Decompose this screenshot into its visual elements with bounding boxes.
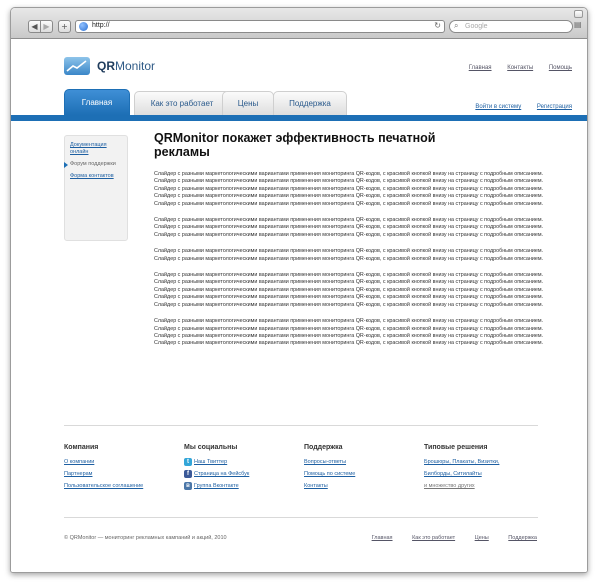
footer-link-faq[interactable]: Вопросы-ответы (304, 459, 347, 465)
browser-toolbar (11, 8, 587, 39)
logo-chart-icon (64, 57, 90, 75)
footer-link-about[interactable]: О компании (64, 459, 95, 465)
bottom-link-how-it-works[interactable]: Как это работает (412, 535, 456, 541)
plus-icon: + (61, 22, 68, 31)
forward-arrow-icon: ▶ (43, 22, 50, 31)
login-link[interactable]: Войти в систему (475, 104, 522, 110)
paragraph: Слайдер с разными маркетологическими вариантами применения мониторинга QR-кодов, с красивой кнопкой внизу на страницу с подробным описанием. Слайдер с разными маркетологическими вариантами применения мониторинга QR-кодов, с красивой кнопкой внизу на страницу с подробным описанием. Слайдер с разными маркетологическими вариантами применения мониторинга QR-кодов, с красивой кнопкой внизу на страницу с подробным описанием. Слайдер с разными маркетологическими вариантами применения мониторинга QR-кодов, с красивой кнопкой внизу на страницу с подробным описанием. (154, 318, 544, 347)
bottom-links (354, 535, 537, 541)
bottom-link-support[interactable]: Поддержка (508, 535, 537, 541)
bottom-link-prices[interactable]: Цены (474, 535, 489, 541)
footer-heading: Компания (64, 444, 99, 451)
sidebar-item-forum[interactable]: Форум поддержки (70, 161, 122, 168)
footer-column-solutions (424, 444, 534, 495)
facebook-icon: f (184, 470, 192, 478)
paragraph: Слайдер с разными маркетологическими вариантами применения мониторинга QR-кодов, с красивой кнопкой внизу на страницу с подробным описанием. Слайдер с разными маркетологическими вариантами применения мониторинга QR-кодов, с красивой кнопкой внизу на страницу с подробным описанием. Слайдер с разными маркетологическими вариантами применения мониторинга QR-кодов, с красивой кнопкой внизу на страницу с подробным описанием. Слайдер с разными маркетологическими вариантами применения мониторинга QR-кодов, с красивой кнопкой внизу на страницу с подробным описанием. Слайдер с разными маркетологическими вариантами применения мониторинга QR-кодов, с красивой кнопкой внизу на страницу с подробным описанием. (154, 171, 544, 207)
search-icon: ⌕ (454, 21, 459, 30)
auth-links (461, 104, 572, 110)
footer-link-brochures[interactable]: Брошюры, Плакаты, Визитки, (424, 459, 500, 465)
footer-column-social (184, 444, 294, 495)
footer-link-billboards[interactable]: Билборды, Ситилайты (424, 471, 482, 477)
bottom-link-home[interactable]: Главная (371, 535, 393, 541)
tab-how-it-works[interactable]: Как это работает (134, 91, 230, 115)
sidebar-item-contact-form[interactable]: Форма контактов (70, 173, 114, 179)
footer-heading: Мы социальны (184, 444, 238, 451)
footer-link-facebook[interactable]: f Страница на Фейсбук (184, 471, 294, 478)
footer-heading: Типовые решения (424, 444, 488, 451)
address-text: http:// (92, 22, 110, 29)
footer-column-support (304, 444, 414, 495)
sidebar (64, 135, 128, 241)
footer-link-contacts[interactable]: Контакты (304, 483, 328, 489)
top-link-contacts[interactable]: Контакты (507, 65, 534, 71)
footer-heading: Поддержка (304, 444, 343, 451)
back-arrow-icon: ◀ (31, 22, 38, 31)
footer-link-vkontakte[interactable]: в Группа Вконтакте (184, 483, 294, 490)
paragraph: Слайдер с разными маркетологическими вариантами применения мониторинга QR-кодов, с красивой кнопкой внизу на страницу с подробным описанием. Слайдер с разными маркетологическими вариантами применения мониторинга QR-кодов, с красивой кнопкой внизу на страницу с подробным описанием. Слайдер с разными маркетологическими вариантами применения мониторинга QR-кодов, с красивой кнопкой внизу на страницу с подробным описанием. (154, 217, 544, 238)
footer-link-twitter[interactable]: t Наш Твиттер (184, 459, 294, 466)
paragraph: Слайдер с разными маркетологическими вариантами применения мониторинга QR-кодов, с красивой кнопкой внизу на страницу с подробным описанием. Слайдер с разными маркетологическими вариантами применения мониторинга QR-кодов, с красивой кнопкой внизу на страницу с подробным описанием. Слайдер с разными маркетологическими вариантами применения мониторинга QR-кодов, с красивой кнопкой внизу на страницу с подробным описанием. Слайдер с разными маркетологическими вариантами применения мониторинга QR-кодов, с красивой кнопкой внизу на страницу с подробным описанием. Слайдер с разными маркетологическими вариантами применения мониторинга QR-кодов, с красивой кнопкой внизу на страницу с подробным описанием. (154, 272, 544, 308)
reload-icon[interactable]: ↻ (434, 21, 441, 30)
footer-column-company (64, 444, 174, 495)
top-link-home[interactable]: Главная (468, 65, 492, 71)
web-page (11, 39, 588, 573)
globe-icon (79, 22, 88, 31)
bookmarks-icon[interactable]: ▤ (574, 20, 582, 29)
page-title: QRMonitor покажет эффективность печатной рекламы (154, 131, 436, 159)
footer-link-terms[interactable]: Пользовательское соглашение (64, 483, 144, 489)
register-link[interactable]: Регистрация (536, 104, 572, 110)
address-bar[interactable] (75, 20, 445, 33)
forward-button[interactable] (40, 20, 53, 33)
resize-icon[interactable] (574, 10, 583, 18)
social-links (184, 459, 294, 490)
footer-link-partners[interactable]: Партнерам (64, 471, 93, 477)
paragraph: Слайдер с разными маркетологическими вариантами применения мониторинга QR-кодов, с красивой кнопкой внизу на страницу с подробным описанием. Слайдер с разными маркетологическими вариантами применения мониторинга QR-кодов, с красивой кнопкой внизу на страницу с подробным описанием. (154, 248, 544, 262)
footer-link-help[interactable]: Помощь по системе (304, 471, 356, 477)
vkontakte-icon: в (184, 482, 192, 490)
add-bookmark-button[interactable] (58, 20, 71, 33)
tab-prices[interactable]: Цены (222, 91, 274, 115)
top-links (455, 65, 572, 71)
logo[interactable]: QRMonitor (97, 59, 156, 73)
footer-divider (64, 517, 538, 518)
twitter-icon: t (184, 458, 192, 466)
search-input[interactable] (449, 20, 573, 33)
tab-support[interactable]: Поддержка (273, 91, 347, 115)
top-link-help[interactable]: Помощь (548, 65, 572, 71)
search-placeholder: Google (465, 23, 488, 30)
main-content (154, 131, 544, 357)
tab-home[interactable]: Главная (64, 89, 130, 115)
copyright: © QRMonitor — мониторинг рекламных кампаний и акций, 2010 (64, 535, 227, 541)
footer-divider (64, 425, 538, 426)
browser-window (10, 7, 588, 573)
sidebar-item-docs[interactable]: Документация онлайн (70, 142, 107, 155)
main-navigation (11, 89, 588, 121)
footer-link-more[interactable]: и множество других (424, 483, 475, 489)
